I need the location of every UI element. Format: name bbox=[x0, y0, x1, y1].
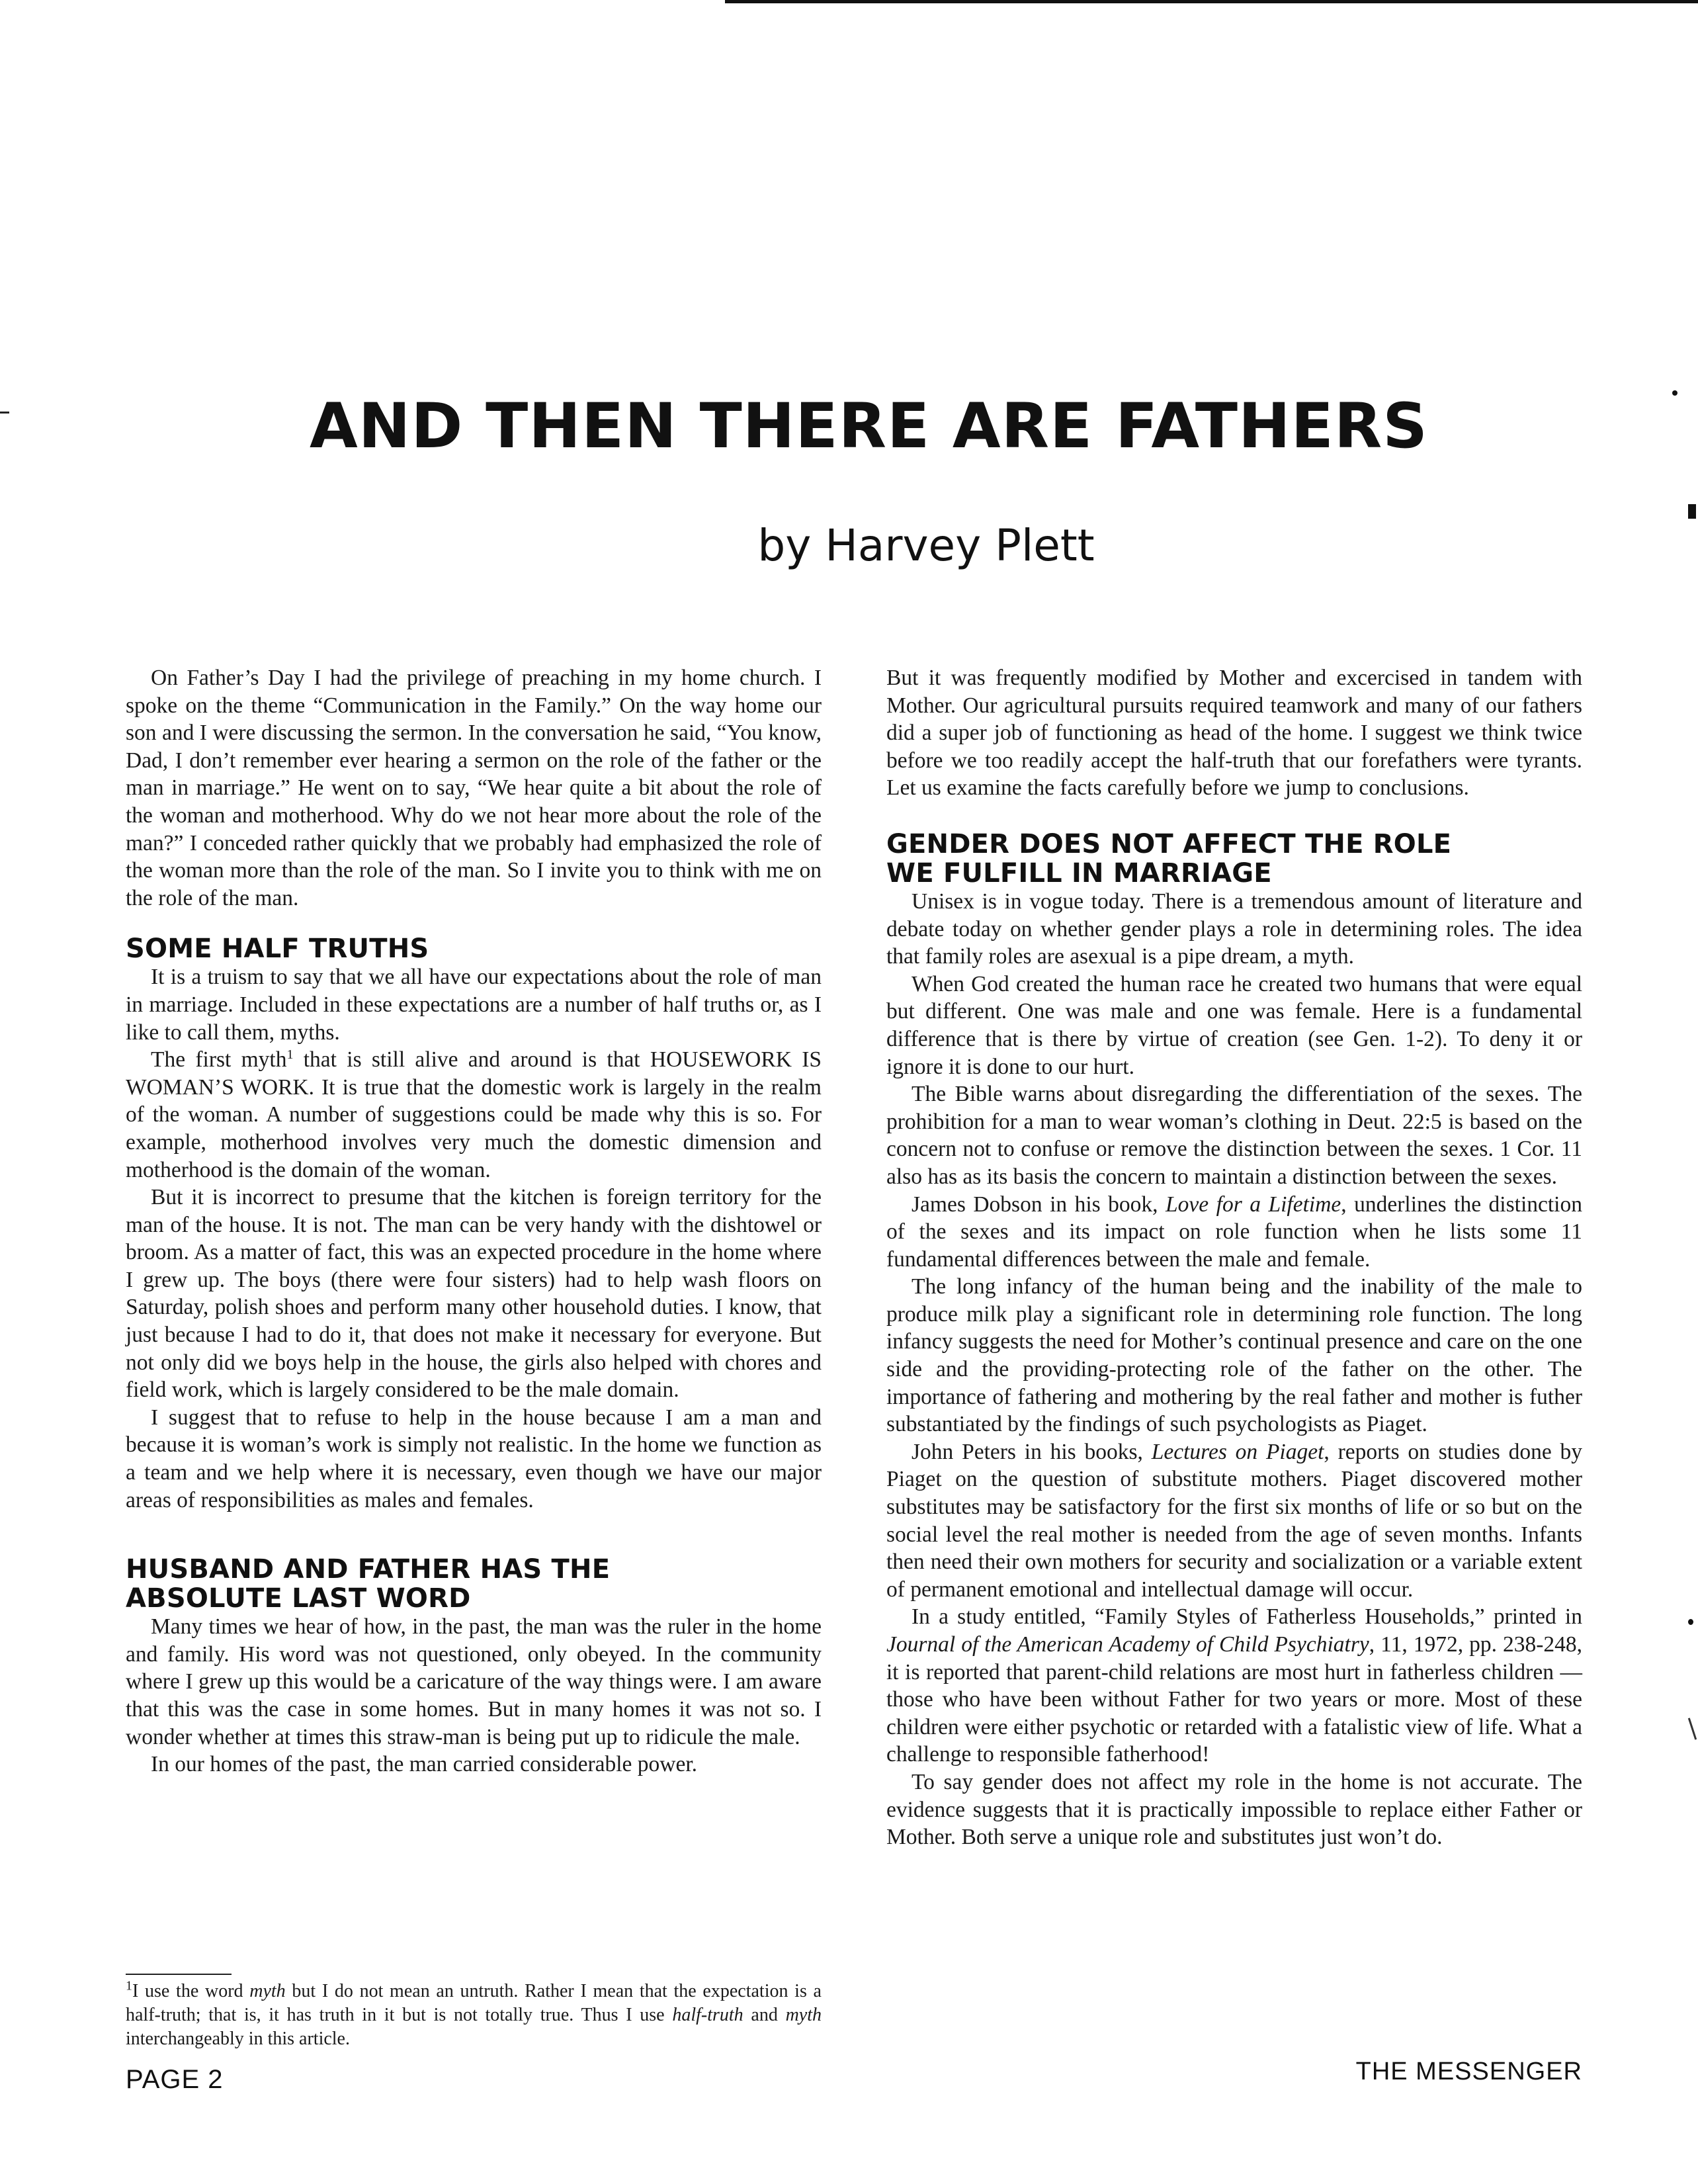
text-run: James Dobson in his book, bbox=[912, 1192, 1166, 1217]
left-column bbox=[126, 664, 822, 1778]
book-title: Love for a Lifetime bbox=[1166, 1192, 1341, 1217]
paragraph: Unisex is in vogue today. There is a tremendous amount of literature and debate today on whether gender plays a role in determining roles. The idea that family roles are asexual is a pipe dream, a myth. bbox=[886, 889, 1582, 969]
heading-line: GENDER DOES NOT AFFECT THE ROLE bbox=[886, 828, 1452, 859]
right-column bbox=[886, 664, 1582, 1851]
paragraph: In our homes of the past, the man carried considerable power. bbox=[151, 1752, 698, 1777]
journal-title: Journal of the American Academy of Child Psychiatry bbox=[886, 1632, 1369, 1657]
paragraph: The long infancy of the human being and the inability of the male to produce milk play a significant role in determining role function. The long infancy suggests the need for Mother’s continual presence and care on the one side and the providing-protecting role of the father on the other. The importance of fathering and mothering by the real father and mother is futher substantiated by the findings of such psychologists as Piaget. bbox=[886, 1274, 1582, 1437]
text-run: , underlines the distinction of the sexes and its impact on role function when he lists some 11 fundamental differences between the male and female. bbox=[886, 1192, 1582, 1272]
text-run: myth bbox=[785, 2005, 822, 2025]
section-heading-half-truths: SOME HALF TRUTHS bbox=[126, 934, 429, 965]
heading-line: WE FULFILL IN MARRIAGE bbox=[886, 857, 1272, 889]
scan-speck bbox=[1688, 504, 1696, 519]
text-run: The first myth bbox=[151, 1047, 287, 1072]
text-run: , reports on studies done by Piaget on the question of substitute mothers. Piaget discovered mother substitutes may be satisfactory for the first six months of life or so but on the social level the real mother is needed from the age of seven months. Infants then need their own mothers for security and socialization or a variable extent of permanent emotional and intellectual damage will occur. bbox=[886, 1439, 1583, 1602]
text-run: that is still alive and around is that HOUSEWORK IS WOMAN’S WORK. It is true that the domestic work is largely in the realm of the woman. A number of suggestions could be made why this is so. For example, motherhood involves very much the domestic dimension and motherhood is the domain of the woman. bbox=[126, 1047, 822, 1182]
heading-line: ABSOLUTE LAST WORD bbox=[126, 1583, 471, 1614]
scan-mark bbox=[0, 412, 9, 414]
text-run: and bbox=[743, 2005, 786, 2025]
paragraph: To say gender does not affect my role in the home is not accurate. The evidence suggests that it is practically impossible to replace either Father or Mother. Both serve a unique role and substitutes just won’t do. bbox=[886, 1769, 1582, 1850]
paragraph: But it is incorrect to presume that the kitchen is foreign territory for the man of the house. It is not. The man can be very handy with the dishtowel or broom. As a matter of fact, this was an expected procedure in the home where I grew up. The boys (there were four sisters) had to help wash floors on Saturday, polish shoes and perform many other household duties. I know, that just because I had to do it, that does not make it necessary for everyone. But not only did we boys help in the house, the girls also helped with chores and field work, which is largely considered to be the male domain. bbox=[126, 1185, 822, 1403]
continued-paragraph: But it was frequently modified by Mother and excercised in tandem with Mother. Our agricultural pursuits required teamwork and many of our fathers did a super job of functioning as head of the home. I suggest we think twice before we too readily accept the half-truth that our forefathers were tyrants. Let us examine the facts carefully before we jump to conclusions. bbox=[886, 666, 1582, 801]
scan-speck bbox=[1688, 1619, 1693, 1625]
text-run: John Peters in his books, bbox=[912, 1439, 1152, 1464]
intro-paragraph: On Father’s Day I had the privilege of preaching in my home church. I spoke on the theme “Communication in the Family.” On the way home our son and I were discussing the sermon. In the conversation he said, “You know, Dad, I don’t remember ever hearing a sermon on the role of the father or the man in marriage.” He went on to say, “We hear quite a bit about the role of the woman and motherhood. Why do we not hear more about the role of the man?” I conceded rather quickly that we probably had emphasized the role of the woman more than the role of the man. So I invite you to think with me on the role of the man. bbox=[126, 666, 822, 910]
scan-speck bbox=[1688, 1718, 1697, 1739]
paragraph bbox=[126, 1046, 822, 1184]
paragraph bbox=[886, 1603, 1582, 1769]
paragraph: It is a truism to say that we all have our expectations about the role of man in marriage. Included in these expectations are a number of half truths or, as I like to call them, myths. bbox=[126, 965, 822, 1045]
section-heading-husband-father bbox=[126, 1555, 822, 1613]
section-heading-gender bbox=[886, 830, 1582, 888]
paragraph bbox=[886, 1191, 1582, 1274]
text-run: but I do not mean an untruth. Rather I mean that the expectation is a half-truth; that is, it has truth in it but is not totally true. Thus I use bbox=[126, 1981, 822, 2025]
footnote-mark: 1 bbox=[126, 1978, 132, 1993]
paragraph: Many times we hear of how, in the past, the man was the ruler in the home and family. His word was not questioned, only obeyed. In the community where I grew up this would be a caricature of the way things were. I am aware that this was the case in some homes. But in many homes it was not so. I wonder whether at times this straw-man is being put up to ridicule the male. bbox=[126, 1614, 822, 1749]
heading-line: HUSBAND AND FATHER HAS THE bbox=[126, 1554, 611, 1585]
book-title: Lectures on Piaget bbox=[1151, 1439, 1324, 1464]
paragraph bbox=[886, 1438, 1582, 1604]
text-run: , 11, 1972, pp. 238-248, it is reported that parent-child relations are most hurt in fatherless children — those who have been without Father for two years or more. Most of these children were either psychotic or retarded with a fatalistic view of life. What a challenge to responsible fatherhood! bbox=[886, 1632, 1582, 1767]
footnote-reference[interactable]: 1 bbox=[286, 1047, 294, 1062]
text-run: interchangeably in this article. bbox=[126, 2029, 350, 2049]
publication-name: THE MESSENGER bbox=[1355, 2058, 1582, 2085]
article-title: AND THEN THERE ARE FATHERS bbox=[310, 390, 1428, 462]
footnote bbox=[126, 1980, 822, 2051]
footnote-rule bbox=[126, 1974, 232, 1975]
text-run: half-truth bbox=[672, 2005, 743, 2025]
text-run: myth bbox=[249, 1981, 286, 2001]
paragraph: I suggest that to refuse to help in the house because I am a man and because it is woman’s work is simply not realistic. In the home we function as a team and we help where it is necessary, even though we have our major areas of responsibilities as males and females. bbox=[126, 1405, 822, 1512]
text-run: I use the word bbox=[132, 1981, 250, 2001]
text-run: In a study entitled, “Family Styles of Fatherless Households,” printed in bbox=[912, 1604, 1582, 1630]
scan-speck bbox=[1672, 390, 1677, 396]
page-number: PAGE 2 bbox=[126, 2065, 224, 2094]
article-byline: by Harvey Plett bbox=[757, 520, 1095, 571]
paragraph: The Bible warns about disregarding the differentiation of the sexes. The prohibition for a man to wear woman’s clothing in Deut. 22:5 is based on the concern not to confuse or remove the distinction between the sexes. 1 Cor. 11 also has as its basis the concern to maintain a distinction between the sexes. bbox=[886, 1082, 1582, 1189]
top-rule bbox=[725, 0, 1698, 3]
paragraph: When God created the human race he created two humans that were equal but different. One was male and one was female. Here is a fundamental difference that is there by virtue of creation (see Gen. 1-2). To deny it or ignore it is done to our hurt. bbox=[886, 971, 1582, 1079]
